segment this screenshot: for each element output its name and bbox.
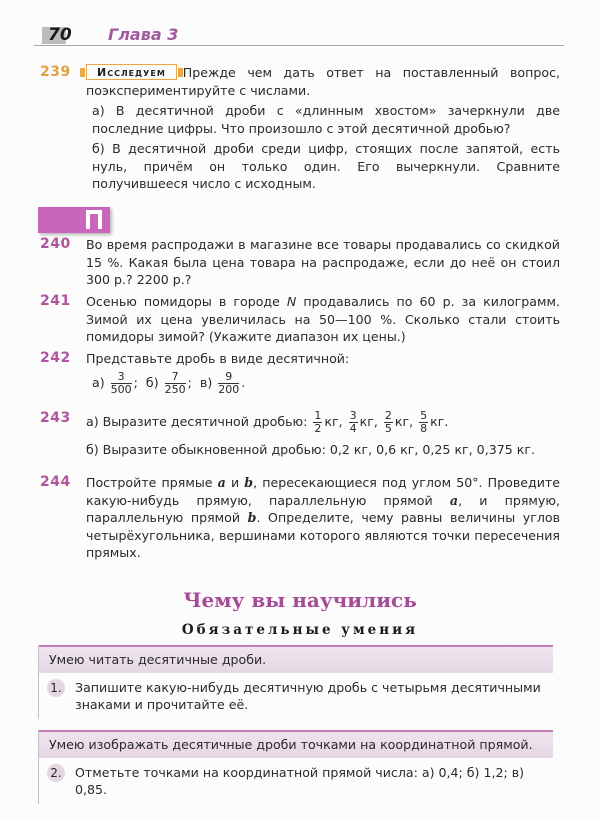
- fraction: $\frac{7}{250}$: [164, 369, 186, 396]
- task-240: [40, 236, 560, 292]
- item-label: а): [92, 374, 105, 390]
- exercise-number: 1.: [47, 679, 65, 697]
- page-number: 70: [48, 25, 72, 45]
- skill-heading: Умею изображать десятичные дроби точками на координатной прямой.: [39, 730, 553, 758]
- chapter-title: Глава 3: [108, 25, 179, 44]
- section-title: Чему вы научились: [183, 588, 417, 612]
- exercise-text: Запишите какую-нибудь десятичную дробь с четырьмя десятичными знаками и прочитайте её.: [75, 680, 541, 712]
- task-241: [40, 293, 560, 349]
- task-number: 244: [40, 474, 71, 490]
- fraction: $\frac{9}{200}$: [218, 369, 240, 396]
- task-number: 239: [40, 64, 71, 80]
- task-text: Представьте дробь в виде десятичной:: [86, 351, 350, 366]
- task-part-a: а) В десятичной дроби с «длинным хвостом» зачеркнули две последние цифры. Что произошло с этой десятичной дробью?: [92, 103, 560, 136]
- task-239: [40, 64, 560, 196]
- task-242: [40, 350, 560, 399]
- task-part-a: а) Выразите десятичной дробью: $\frac{1}{2}$ кг, $\frac{3}{4}$ кг, $\frac{2}{5}$ кг, $\frac{5}{8}$ кг.: [86, 409, 449, 435]
- research-label: Исследуем: [97, 66, 166, 79]
- task-part-b: б) Выразите обыкновенной дробью: 0,2 кг, 0,6 кг, 0,25 кг, 0,375 кг.: [86, 442, 535, 457]
- skill-exercise: [39, 673, 553, 719]
- exercise-text: Отметьте точками на координатной прямой числа: а) 0,4; б) 1,2; в) 0,85.: [75, 765, 525, 797]
- fraction-list: а) $\frac{3}{500}$ ; б) $\frac{7}{250}$ ; в) $\frac{9}{200}$ .: [92, 369, 246, 396]
- task-number: 241: [40, 293, 71, 309]
- page-number-box: [42, 25, 72, 45]
- exercise-number: 2.: [47, 764, 65, 782]
- task-text: Прежде чем дать ответ на поставленный вопрос, поэкспериментируйте с числами.: [86, 65, 560, 98]
- variable-n: N: [286, 294, 297, 309]
- p-letter-icon: [86, 210, 102, 229]
- item-label: в): [199, 374, 213, 390]
- research-badge: [86, 64, 177, 80]
- task-text-cont: продавались по 60 р. за килограмм. Зимой их цена увеличилась на 50—100 %. Сколько стали стоить помидоры зимой? (Укажите диапазон их цены.): [86, 294, 560, 344]
- fraction: $\frac{1}{2}$: [314, 409, 322, 435]
- item-label: б): [145, 374, 159, 390]
- skill-block-2: [38, 730, 553, 804]
- task-text: Постройте прямые a и b, пересекающиеся под углом 50°. Проведите какую-нибудь прямую, параллельную прямой a, и прямую, параллельную прямой b. Определите, чему равны величины углов четырёхугольника, вершинами которого являются точки пересечения прямых.: [86, 475, 560, 560]
- fraction: $\frac{5}{8}$: [420, 409, 428, 435]
- task-text: Осенью помидоры в городе: [86, 294, 287, 309]
- skill-block-1: [38, 645, 553, 719]
- task-244: [40, 474, 560, 565]
- page-header: [34, 26, 564, 46]
- task-number: 243: [40, 410, 71, 426]
- skill-heading: Умею читать десятичные дроби.: [39, 645, 553, 673]
- fraction: $\frac{3}{500}$: [110, 369, 132, 396]
- task-text: Во время распродажи в магазине все товары продавались со скидкой 15 %. Какая была цена товара на распродаже, если до неё он стоил 300 р.? 2200 р.?: [86, 237, 560, 287]
- task-number: 242: [40, 350, 71, 366]
- skill-exercise: [39, 758, 553, 804]
- p-section-badge: [38, 207, 110, 233]
- fraction: $\frac{2}{5}$: [384, 409, 392, 435]
- task-243: [40, 410, 560, 462]
- fraction: $\frac{3}{4}$: [349, 409, 357, 435]
- section-subtitle: Обязательные умения: [181, 622, 419, 638]
- task-part-b: б) В десятичной дроби среди цифр, стоящих после запятой, есть нуль, причём он только один. Его вычеркнули. Сравните получившееся число с исходным.: [92, 141, 560, 191]
- task-number: 240: [40, 236, 71, 252]
